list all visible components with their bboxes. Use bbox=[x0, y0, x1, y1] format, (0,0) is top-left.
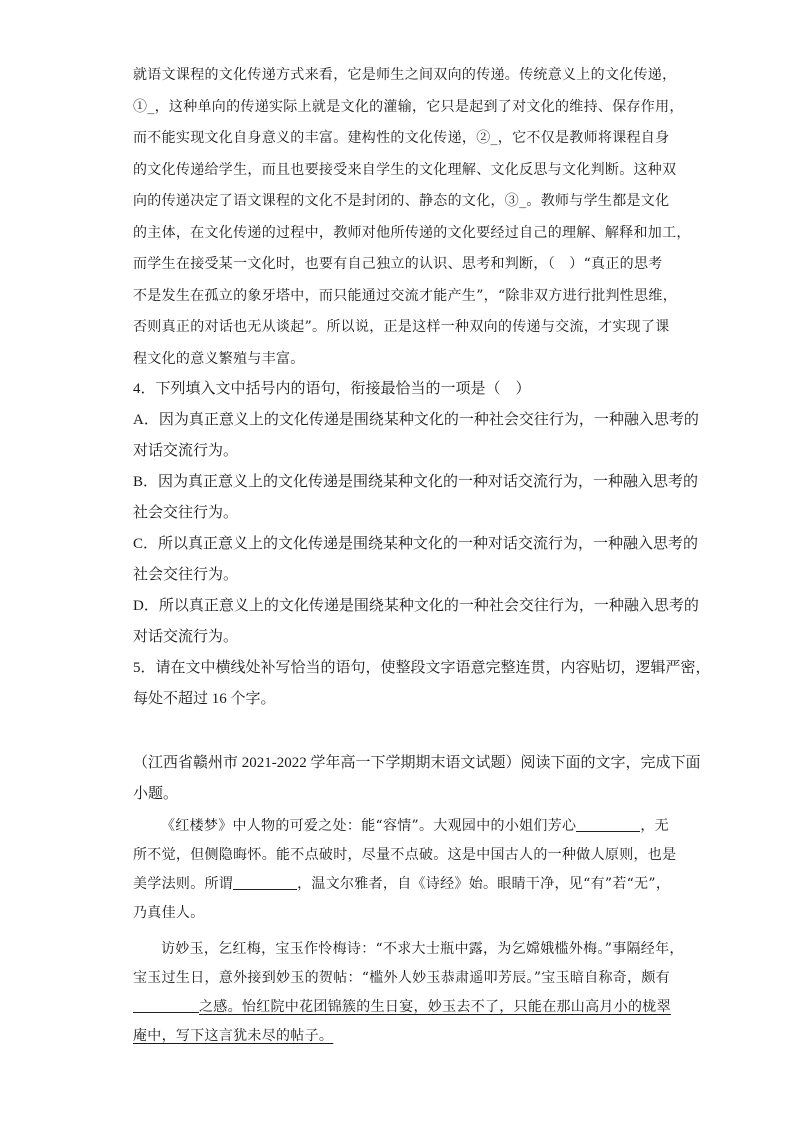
passage-1 bbox=[133, 60, 691, 375]
underlined-text: 庵中，写下这言犹未尽的帖子。 bbox=[133, 1028, 334, 1044]
option-a: A．因为真正意义上的文化传递是围绕某种文化的一种社会交往行为，一种融入思考的 bbox=[133, 412, 699, 428]
intro-line: 小题。 bbox=[133, 786, 179, 802]
option-b-cont: 社会交往行为。 bbox=[133, 505, 239, 521]
blank-line bbox=[233, 875, 297, 890]
section-2-paragraph-1 bbox=[133, 812, 677, 928]
text: 所不觉，但侧隐晦怀。能不点破时，尽量不点破。这是中国古人的一种做人原则，也是 bbox=[133, 847, 677, 863]
text: ，无 bbox=[640, 818, 669, 834]
text: 乃真佳人。 bbox=[133, 905, 205, 921]
questions bbox=[133, 374, 711, 715]
passage-line: 向的传递决定了语文课程的文化不是封闭的、静态的文化，③_。教师与学生都是文化 bbox=[133, 193, 670, 209]
underlined-text: 之感。怡红院中花团锦簇的生日宴，妙玉去不了，只能在那山高月小的栊翠 bbox=[199, 999, 671, 1015]
blank-line bbox=[576, 817, 640, 832]
option-d: D．所以真正意义上的文化传递是围绕某种文化的一种社会交往行为，一种融入思考的 bbox=[133, 598, 699, 614]
question-5: 5．请在文中横线处补写恰当的语句，使整段文字语意完整连贯，内容贴切，逻辑严密， bbox=[133, 660, 711, 676]
text: 《红楼梦》中人物的可爱之处：能“容情”。大观园中的小姐们芳心 bbox=[161, 818, 577, 834]
question-4-stem: 4．下列填入文中括号内的语句，衔接最恰当的一项是（ ） bbox=[133, 381, 531, 397]
passage-line: 而学生在接受某一文化时，也要有自己独立的认识、思考和判断，（ ）“真正的思考 bbox=[133, 256, 663, 272]
passage-line: 就语文课程的文化传递方式来看，它是师生之间双向的传递。传统意义上的文化传递， bbox=[133, 67, 677, 83]
text: 美学法则。所谓 bbox=[133, 876, 234, 892]
passage-line: 不是发生在孤立的象牙塔中，而只能通过交流才能产生”，“除非双方进行批判性思维， bbox=[133, 287, 678, 304]
passage-line: ①_，这种单向的传递实际上就是文化的灌输，它只是起到了对文化的维持、保存作用， bbox=[133, 98, 684, 115]
option-a-cont: 对话交流行为。 bbox=[133, 443, 239, 459]
passage-line: 否则真正的对话也无从谈起”。所以说，正是这样一种双向的传递与交流，才实现了课 bbox=[133, 319, 670, 335]
text: 宝玉过生日，意外接到妙玉的贺帖：“槛外人妙玉恭肃遥叩芳辰。”宝玉暗自称奇，颇有 bbox=[133, 970, 671, 986]
intro-line: （江西省赣州市 2021-2022 学年高一下学期期末语文试题）阅读下面的文字，完成下面 bbox=[133, 755, 701, 771]
section-2-intro bbox=[133, 748, 701, 810]
option-c: C．所以真正意义上的文化传递是围绕某种文化的一种对话交流行为，一种融入思考的 bbox=[133, 536, 699, 552]
option-b: B．因为真正意义上的文化传递是围绕某种文化的一种对话交流行为，一种融入思考的 bbox=[133, 474, 699, 490]
passage-line: 的主体，在文化传递的过程中，教师对他所传递的文化要经过自己的理解、解释和加工， bbox=[133, 224, 691, 241]
question-5-cont: 每处不超过 16 个字。 bbox=[133, 691, 276, 707]
passage-line: 而不能实现文化自身意义的丰富。建构性的文化传递，②_，它不仅是教师将课程自身 bbox=[133, 130, 670, 146]
blank-line bbox=[133, 998, 199, 1013]
option-d-cont: 对话交流行为。 bbox=[133, 629, 239, 645]
text: ，温文尔雅者，自《诗经》始。眼睛干净，见“有”若“无”， bbox=[297, 876, 671, 892]
option-c-cont: 社会交往行为。 bbox=[133, 567, 239, 583]
section-2-paragraph-2 bbox=[133, 935, 684, 1051]
passage-line: 的文化传递给学生，而且也要接受来自学生的文化理解、文化反思与文化判断。这种双 bbox=[133, 161, 677, 178]
text: 访妙玉，乞红梅，宝玉作怜梅诗：“不求大士瓶中露，为乞嫦娥槛外梅。”事隔经年， bbox=[161, 941, 684, 957]
passage-line: 程文化的意义繁殖与丰富。 bbox=[133, 350, 305, 367]
